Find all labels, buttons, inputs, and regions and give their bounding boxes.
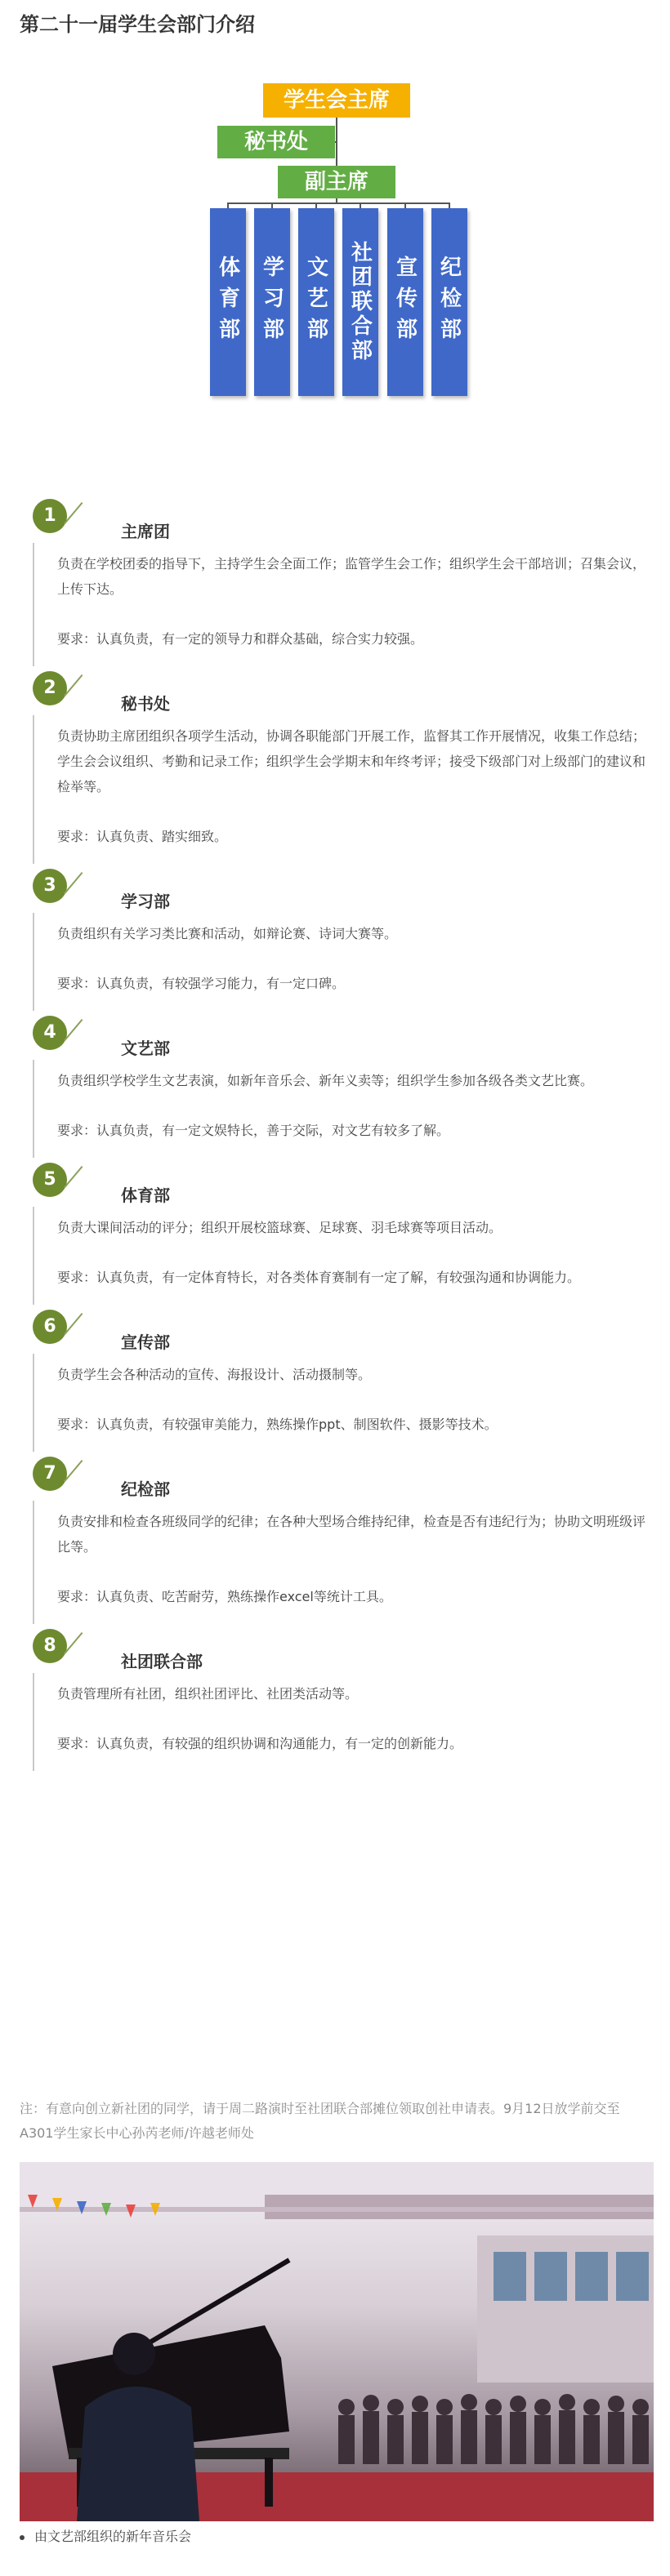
section-number-badge: 3: [33, 869, 67, 903]
section-number-badge: 1: [33, 499, 67, 533]
section-description: 负责安排和检查各班级同学的纪律；在各种大型场合维持纪律，检查是否有违纪行为；协助文明班级评比等。: [57, 1514, 646, 1555]
org-connector: [335, 141, 337, 143]
org-dept-box: 宣传部: [387, 208, 423, 396]
section-title: 学习部: [121, 892, 170, 911]
section-description: 负责组织学校学生文艺表演，如新年音乐会、新年义卖等；组织学生参加各级各类文艺比赛。: [57, 1073, 594, 1088]
section-description: 负责学生会各种活动的宣传、海报设计、活动摄制等。: [57, 1367, 372, 1382]
section-header: [0, 1011, 670, 1060]
department-section: [0, 1452, 670, 1624]
section-number-badge: 6: [33, 1310, 67, 1344]
org-connector: [449, 202, 450, 208]
department-sections: [0, 494, 670, 1771]
org-dept-box: 社团联合部: [342, 208, 378, 396]
org-connector: [404, 202, 406, 208]
org-connector: [360, 202, 361, 208]
section-number-badge: 8: [33, 1629, 67, 1663]
bullet-dot: [20, 2535, 25, 2540]
section-number-badge: 4: [33, 1016, 67, 1050]
section-description: 负责在学校团委的指导下，主持学生会全面工作；监管学生会工作；组织学生会干部培训；召集会议，上传下达。: [57, 556, 646, 597]
section-requirement: 要求：认真负责，有较强的组织协调和沟通能力，有一定的创新能力。: [57, 1736, 463, 1751]
section-body: [33, 1673, 650, 1771]
org-chair-box: 学生会主席: [263, 83, 410, 118]
footnote: 注：有意向创立新社团的同学，请于周二路演时至社团联合部摊位领取创社申请表。9月12日放学前交至A301学生家长中心孙芮老师/许越老师处: [20, 2101, 620, 2141]
section-requirement: 要求：认真负责，有一定体育特长，对各类体育赛制有一定了解，有较强沟通和协调能力。: [57, 1270, 581, 1285]
photo-caption-text: 由文艺部组织的新年音乐会: [34, 2529, 192, 2544]
org-dept-box: 学习部: [254, 208, 290, 396]
org-vice-chair-box: 副主席: [278, 166, 395, 198]
concert-photo: [20, 2162, 654, 2521]
org-connector: [227, 202, 229, 208]
section-title: 文艺部: [121, 1039, 170, 1058]
section-title: 社团联合部: [121, 1652, 203, 1671]
section-number-badge: 2: [33, 671, 67, 705]
section-description: 负责协助主席团组织各项学生活动，协调各职能部门开展工作，监督其工作开展情况，收集工作总结；学生会会议组织、考勤和记录工作；组织学生会学期末和年终考评；接受下级部门对上级部门的建议和检举等。: [57, 728, 646, 794]
section-title: 主席团: [121, 522, 170, 541]
department-section: [0, 1624, 670, 1771]
section-requirement: 要求：认真负责，有一定文娱特长，善于交际，对文艺有较多了解。: [57, 1123, 450, 1138]
department-section: [0, 864, 670, 1011]
section-requirement: 要求：认真负责，有较强审美能力，熟练操作ppt、制图软件、摄影等技术。: [57, 1417, 498, 1432]
org-dept-box: 纪检部: [431, 208, 467, 396]
concert-illustration: [20, 2162, 654, 2521]
section-requirement: 要求：认真负责，有较强学习能力，有一定口碑。: [57, 976, 346, 991]
section-requirement: 要求：认真负责，有一定的领导力和群众基础，综合实力较强。: [57, 631, 424, 647]
photo-caption: [20, 2526, 191, 2545]
section-header: [0, 1158, 670, 1207]
section-title: 秘书处: [121, 694, 170, 714]
section-header: [0, 494, 670, 543]
section-body: [33, 715, 650, 864]
section-title: 宣传部: [121, 1332, 170, 1352]
section-header: [0, 1452, 670, 1501]
section-body: [33, 1501, 650, 1624]
org-connector: [227, 202, 449, 204]
section-title: 体育部: [121, 1186, 170, 1205]
org-dept-box: 文艺部: [298, 208, 334, 396]
org-connector: [315, 202, 317, 208]
department-section: [0, 1011, 670, 1158]
section-header: [0, 864, 670, 913]
section-number-badge: 5: [33, 1163, 67, 1197]
department-section: [0, 1305, 670, 1452]
section-requirement: 要求：认真负责、吃苦耐劳，熟练操作excel等统计工具。: [57, 1589, 392, 1604]
section-description: 负责组织有关学习类比赛和活动，如辩论赛、诗词大赛等。: [57, 926, 398, 941]
section-header: [0, 666, 670, 715]
section-description: 负责管理所有社团，组织社团评比、社团类活动等。: [57, 1686, 359, 1702]
section-body: [33, 913, 650, 1011]
section-body: [33, 1207, 650, 1305]
department-section: [0, 494, 670, 666]
section-requirement: 要求：认真负责、踏实细致。: [57, 829, 228, 844]
org-secretary-box: 秘书处: [217, 126, 335, 158]
department-section: [0, 666, 670, 864]
org-connector: [271, 202, 273, 208]
section-header: [0, 1305, 670, 1354]
org-chart: [0, 0, 670, 457]
section-header: [0, 1624, 670, 1673]
section-number-badge: 7: [33, 1457, 67, 1491]
section-body: [33, 1060, 650, 1158]
org-dept-box: 体育部: [210, 208, 246, 396]
section-title: 纪检部: [121, 1479, 170, 1499]
page-title: 第二十一届学生会部门介绍: [20, 13, 255, 36]
section-body: [33, 543, 650, 666]
section-body: [33, 1354, 650, 1452]
department-section: [0, 1158, 670, 1305]
section-description: 负责大课间活动的评分；组织开展校篮球赛、足球赛、羽毛球赛等项目活动。: [57, 1220, 502, 1235]
